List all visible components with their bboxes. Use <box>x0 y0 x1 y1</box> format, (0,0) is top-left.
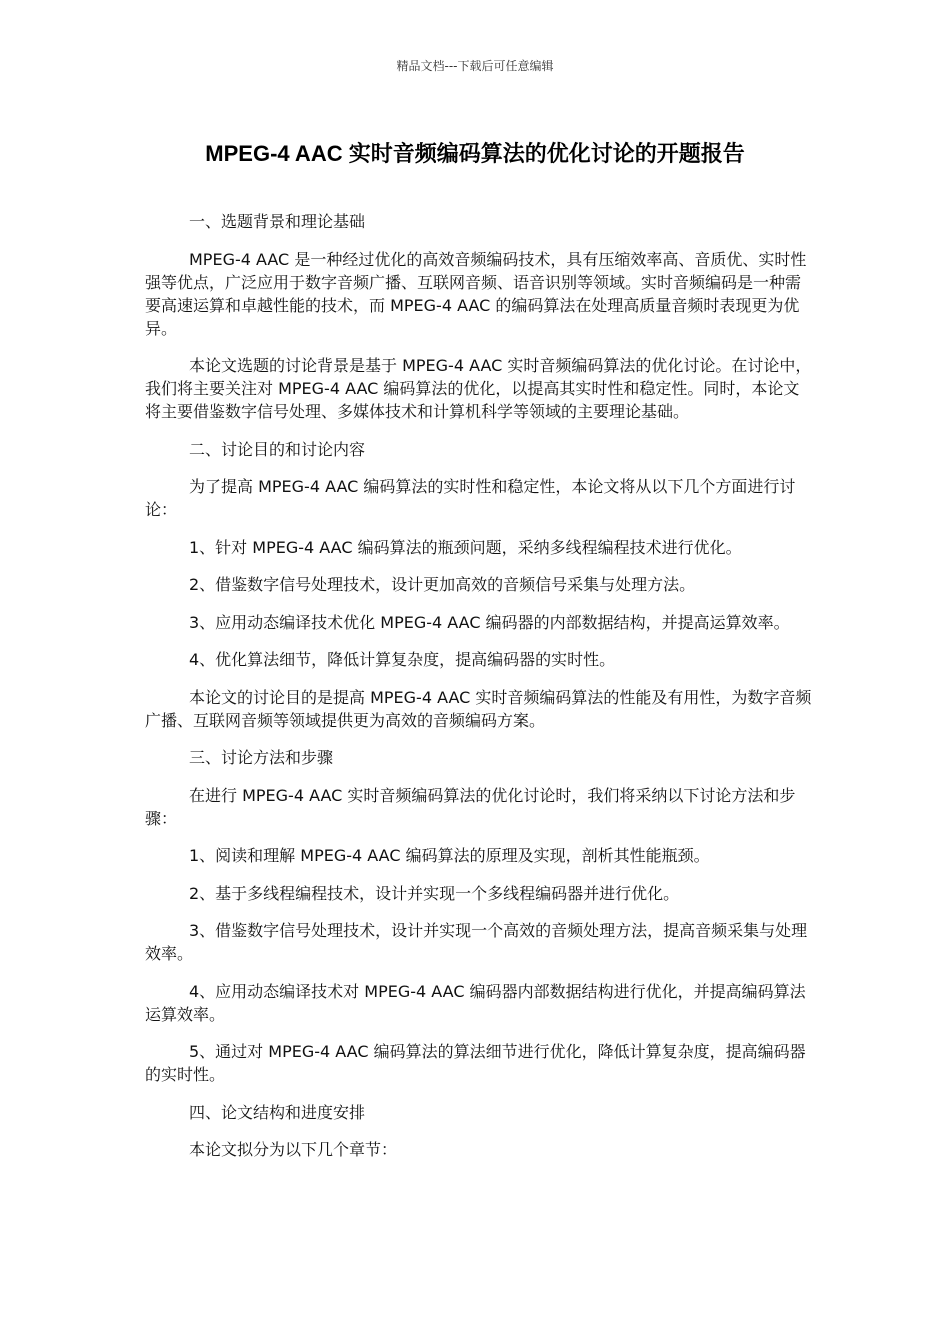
paragraph-topic-background: 本论文选题的讨论背景是基于 MPEG-4 AAC 实时音频编码算法的优化讨论。在讨论中，我们将主要关注对 MPEG-4 AAC 编码算法的优化，以提高其实时性和稳定性。同时，本论文将主要借鉴数字信号处理、多媒体技术和计算机科学等领域的主要理论基础。 <box>145 356 812 421</box>
page-header-note: 精品文档---下载后可任意编辑 <box>396 59 554 73</box>
paragraph-structure-intro: 本论文拟分为以下几个章节： <box>189 1140 398 1159</box>
paragraph-intro-aac: MPEG-4 AAC 是一种经过优化的高效音频编码技术，具有压缩效率高、音质优、实时性强等优点，广泛应用于数字音频广播、互联网音频、语音识别等领域。实时音频编码是一种需要高速运算和卓越性能的技术，而 MPEG-4 AAC 的编码算法在处理高质量音频时表现更为优异。 <box>145 249 807 338</box>
document-body <box>145 210 813 1176</box>
list-item-method-2: 2、基于多线程编程技术，设计并实现一个多线程编码器并进行优化。 <box>189 883 680 903</box>
section-heading-purpose: 二、讨论目的和讨论内容 <box>189 439 366 459</box>
paragraph-purpose-intro: 为了提高 MPEG-4 AAC 编码算法的实时性和稳定性，本论文将从以下几个方面进行讨论： <box>145 477 796 519</box>
paragraph-purpose-goal: 本论文的讨论目的是提高 MPEG-4 AAC 实时音频编码算法的性能及有用性，为数字音频广播、互联网音频等领域提供更为高效的音频编码方案。 <box>145 687 812 730</box>
list-item-method-4: 4、应用动态编译技术对 MPEG-4 AAC 编码器内部数据结构进行优化，并提高编码算法运算效率。 <box>145 981 806 1024</box>
list-item-purpose-2: 2、借鉴数字信号处理技术，设计更加高效的音频信号采集与处理方法。 <box>189 575 696 594</box>
section-heading-method: 三、讨论方法和步骤 <box>189 748 334 767</box>
section-heading-background: 一、选题背景和理论基础 <box>189 212 366 231</box>
list-item-purpose-3: 3、应用动态编译技术优化 MPEG-4 AAC 编码器的内部数据结构，并提高运算效率。 <box>189 612 790 632</box>
list-item-method-5: 5、通过对 MPEG-4 AAC 编码算法的算法细节进行优化，降低计算复杂度，提高编码器的实时性。 <box>145 1042 806 1084</box>
list-item-purpose-4: 4、优化算法细节，降低计算复杂度，提高编码器的实时性。 <box>189 650 616 669</box>
paragraph-method-intro: 在进行 MPEG-4 AAC 实时音频编码算法的优化讨论时，我们将采纳以下讨论方法和步骤： <box>145 785 796 828</box>
list-item-method-3: 3、借鉴数字信号处理技术，设计并实现一个高效的音频处理方法，提高音频采集与处理效率。 <box>145 921 808 963</box>
list-item-purpose-1: 1、针对 MPEG-4 AAC 编码算法的瓶颈问题，采纳多线程编程技术进行优化。 <box>189 537 742 557</box>
list-item-method-1: 1、阅读和理解 MPEG-4 AAC 编码算法的原理及实现，剖析其性能瓶颈。 <box>189 846 710 865</box>
section-heading-structure: 四、论文结构和进度安排 <box>189 1102 366 1122</box>
document-title: MPEG-4 AAC 实时音频编码算法的优化讨论的开题报告 <box>205 141 745 166</box>
